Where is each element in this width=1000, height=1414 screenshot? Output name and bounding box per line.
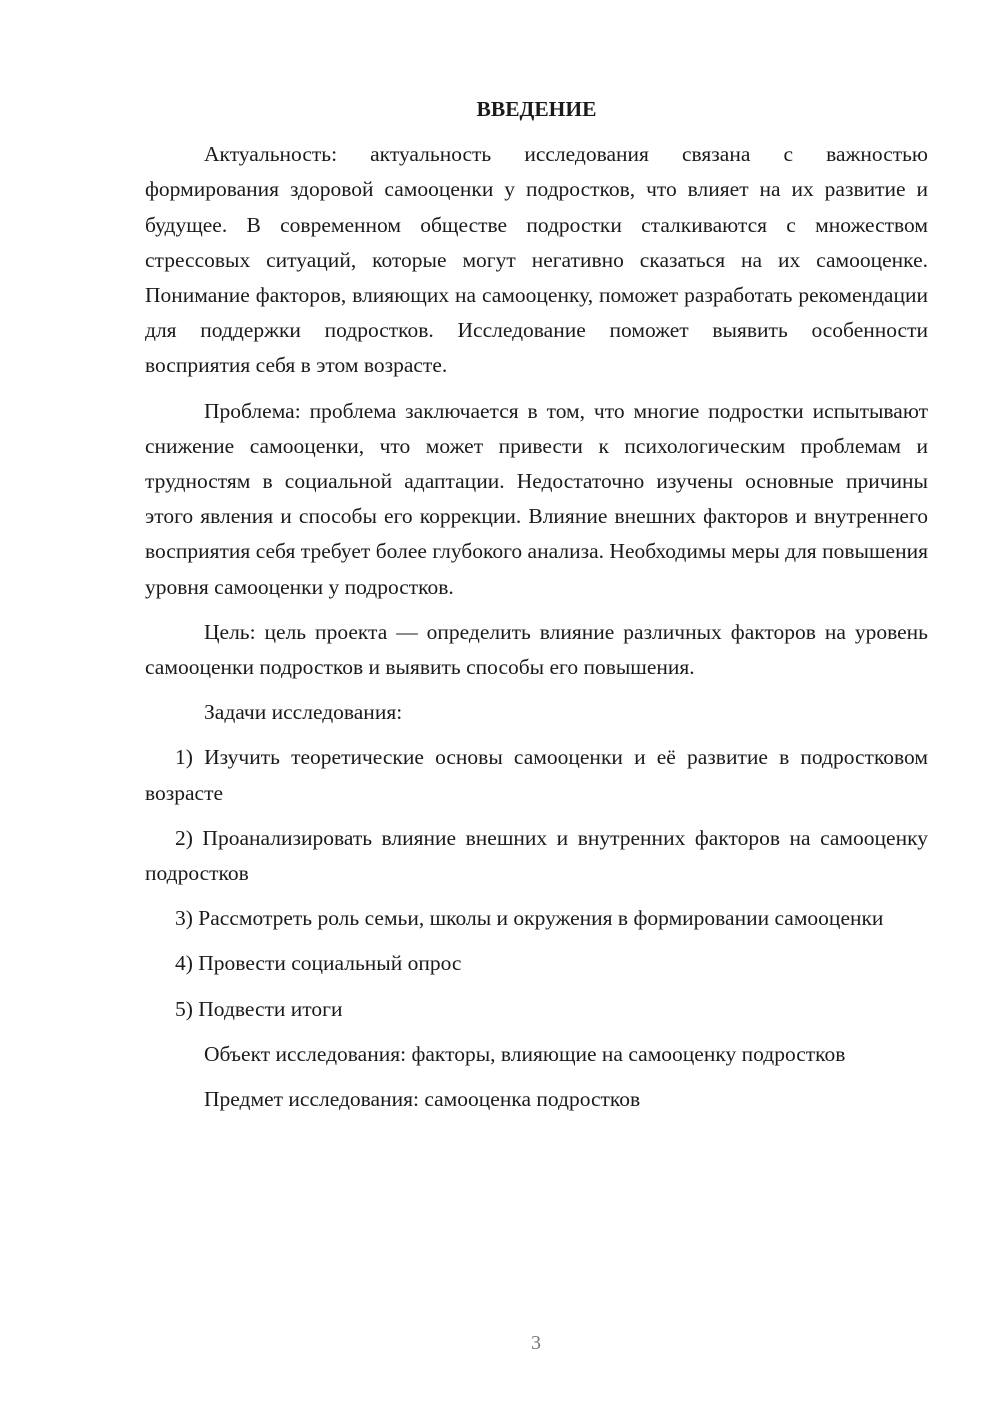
tasks-heading: Задачи исследования: (204, 700, 403, 725)
relevance-paragraph: Актуальность: актуальность исследования связана с важностью формирования здоровой самооценки у подростков, что влияет на их развитие и будущее. В современном обществе подростки сталкиваются с множеством стрессовых ситуаций, которые могут негативно сказаться на их самооценке. Понимание факторов, влияющих на самооценку, поможет разработать рекомендации для поддержки подростков. Исследование поможет выявить особенности восприятия себя в этом возрасте. (145, 142, 928, 378)
page-number: 3 (531, 1332, 541, 1354)
section-title: ВВЕДЕНИЕ (476, 97, 597, 121)
task-item: 5) Подвести итоги (175, 996, 343, 1021)
task-item: 2) Проанализировать влияние внешних и внутренних факторов на самооценку подростков (145, 825, 928, 886)
object-paragraph: Объект исследования: факторы, влияющие на самооценку подростков (204, 1041, 846, 1066)
goal-paragraph: Цель: цель проекта — определить влияние различных факторов на уровень самооценки подростков и выявить способы его повышения. (145, 619, 928, 680)
task-item: 1) Изучить теоретические основы самооценки и её развитие в подростковом возрасте (145, 745, 928, 805)
task-item: 4) Провести социальный опрос (175, 951, 462, 976)
document-page (145, 92, 928, 1127)
problem-paragraph: Проблема: проблема заключается в том, что многие подростки испытывают снижение самооценки, что может привести к психологическим проблемам и трудностям в социальной адаптации. Недостаточно изучены основные причины этого явления и способы его коррекции. Влияние внешних факторов и внутреннего восприятия себя требует более глубокого анализа. Необходимы меры для повышения уровня самооценки у подростков. (145, 398, 928, 599)
task-item: 3) Рассмотреть роль семьи, школы и окружения в формировании самооценки (175, 906, 884, 931)
subject-paragraph: Предмет исследования: самооценка подростков (204, 1087, 641, 1112)
